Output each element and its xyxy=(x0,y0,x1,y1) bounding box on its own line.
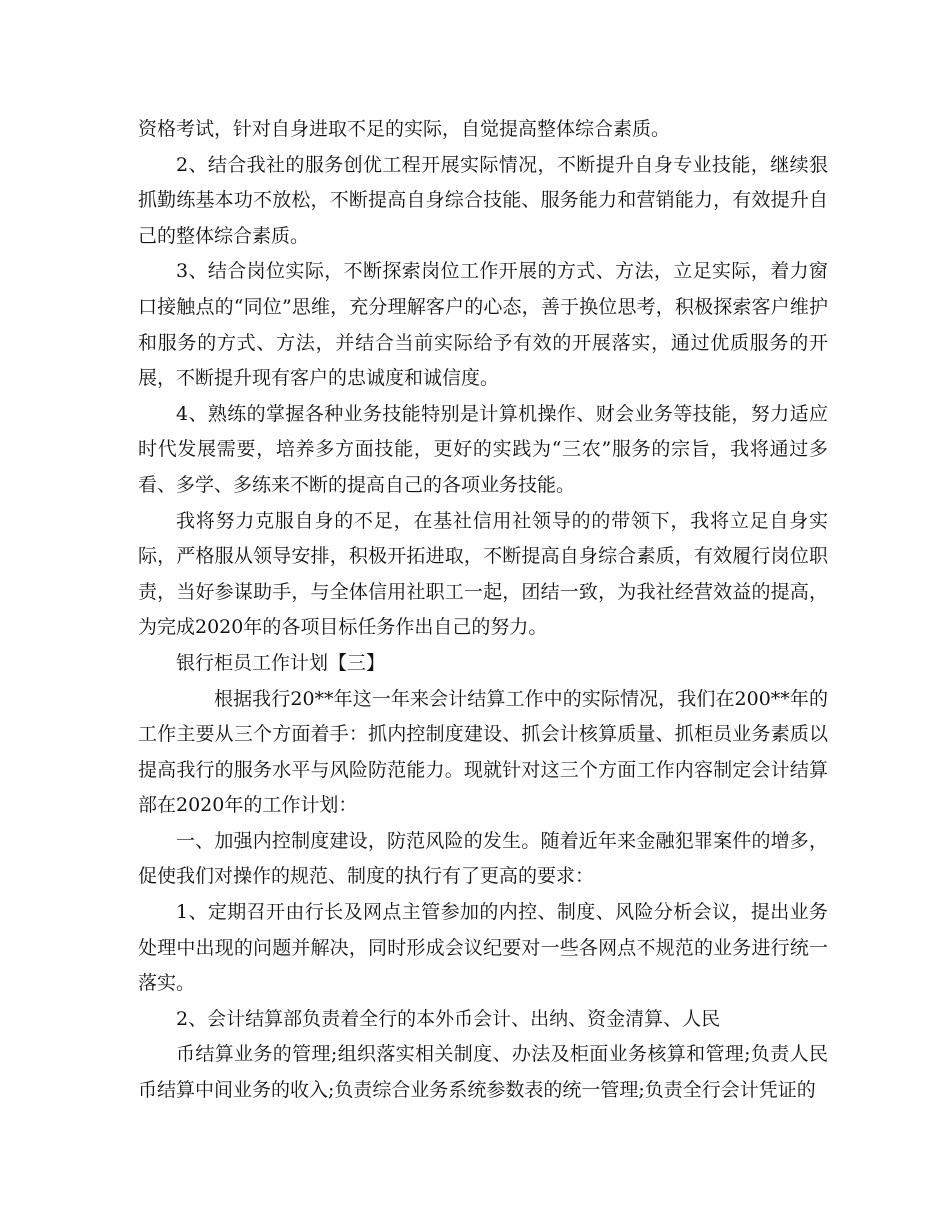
paragraph-summary: 我将努力克服自身的不足，在基社信用社领导的的带领下，我将立足自身实际，严格服从领导安排，积极开拓进取，不断提高自身综合素质，有效履行岗位职责，当好参谋助手，与全体信用社职工一起，团结一致，为我社经营效益的提高，为完成2020年的各项目标任务作出自己的努力。 xyxy=(138,509,828,639)
paragraph-item-2: 2、结合我社的服务创优工程开展实际情况，不断提升自身专业技能，继续狠抓勤练基本功不放松，不断提高自身综合技能、服务能力和营销能力，有效提升自己的整体综合素质。 xyxy=(138,153,828,247)
document-body xyxy=(138,112,828,1109)
paragraph-section-one: 一、加强内控制度建设，防范风险的发生。随着近年来金融犯罪案件的增多，促使我们对操作的规范、制度的执行有了更高的要求： xyxy=(138,829,828,888)
section-heading: 银行柜员工作计划【三】 xyxy=(176,651,386,674)
paragraph-point-1: 1、定期召开由行长及网点主管参加的内控、制度、风险分析会议，提出业务处理中出现的问题并解决，同时形成会议纪要对一些各网点不规范的业务进行统一落实。 xyxy=(138,901,828,995)
paragraph-point-2: 2、会计结算部负责着全行的本外币会计、出纳、资金清算、人民 xyxy=(176,1007,721,1030)
paragraph-item-3: 3、结合岗位实际，不断探索岗位工作开展的方式、方法，立足实际，着力窗口接触点的“同位”思维，充分理解客户的心态，善于换位思考，积极探索客户维护和服务的方式、方法，并结合当前实际给予有效的开展落实，通过优质服务的开展，不断提升现有客户的忠诚度和诚信度。 xyxy=(138,260,828,390)
paragraph-continuation: 资格考试，针对自身进取不足的实际，自觉提高整体综合素质。 xyxy=(138,118,671,140)
paragraph-intro: 根据我行20**年这一年来会计结算工作中的实际情况，我们在200**年的工作主要从三个方面着手：抓内控制度建设、抓会计核算质量、抓柜员业务素质以提高我行的服务水平与风险防范能力。现就针对这三个方面工作内容制定会计结算部在2020年的工作计划： xyxy=(138,687,828,817)
paragraph-point-2-continued: 币结算业务的管理;组织落实相关制度、办法及柜面业务核算和管理;负责人民币结算中间业务的收入;负责综合业务系统参数表的统一管理;负责全行会计凭证的 xyxy=(138,1043,828,1102)
paragraph-item-4: 4、熟练的掌握各种业务技能特别是计算机操作、财会业务等技能，努力适应时代发展需要，培养多方面技能，更好的实践为“三农”服务的宗旨，我将通过多看、多学、多练来不断的提高自己的各项业务技能。 xyxy=(138,402,828,496)
